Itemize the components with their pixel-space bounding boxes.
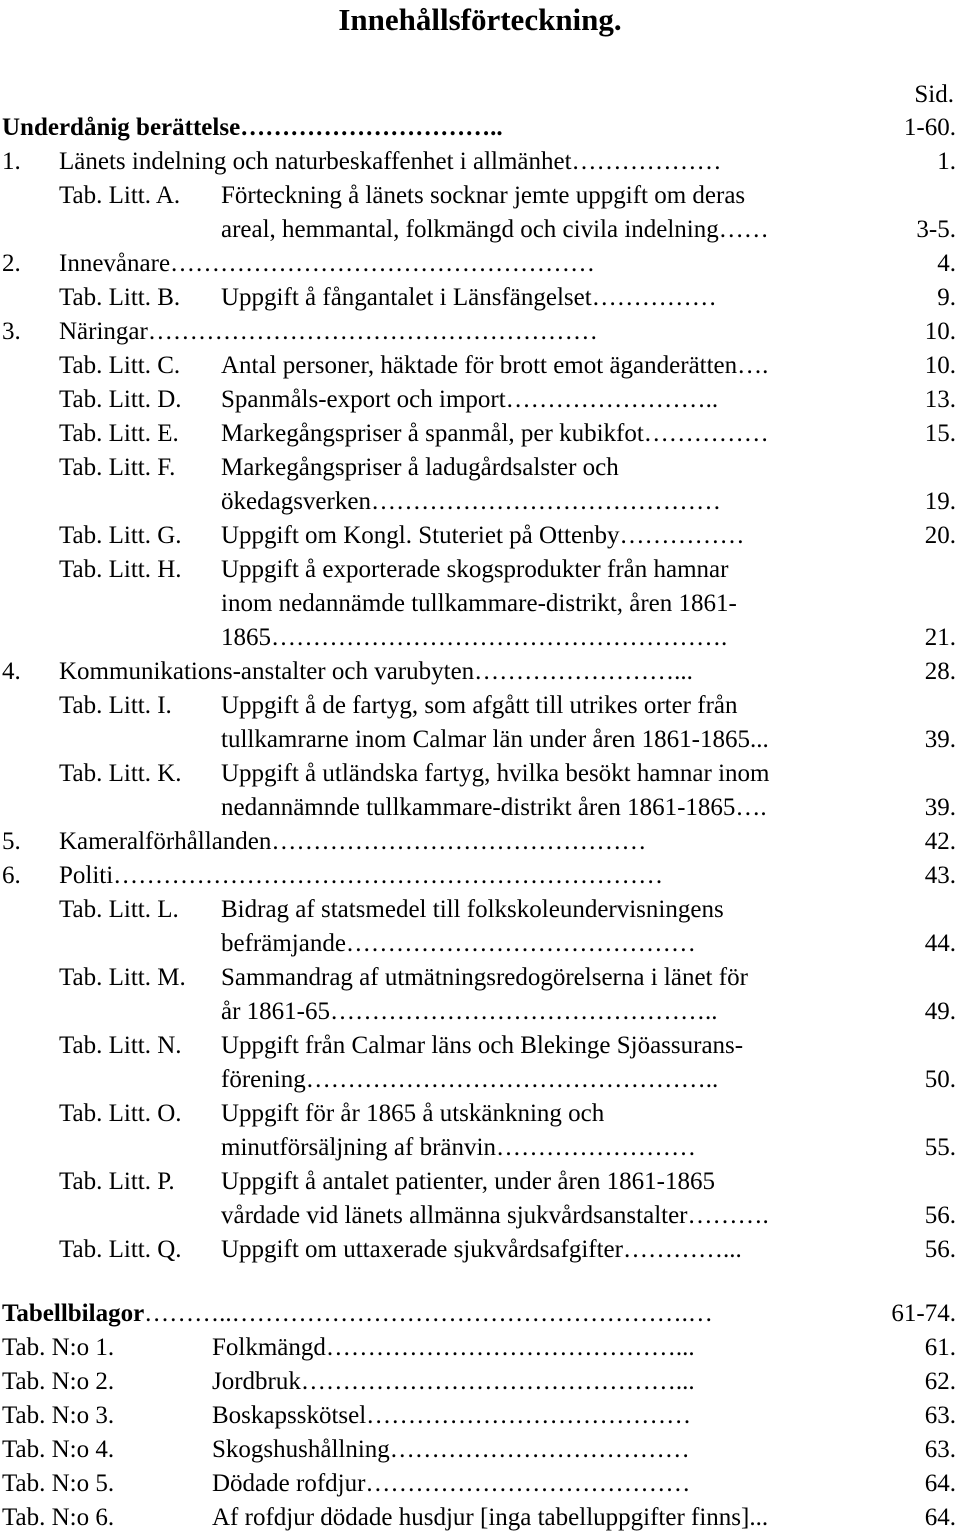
page-number: 1. <box>937 148 956 175</box>
page-number: 56. <box>924 1202 956 1229</box>
toc-entry-text-continued: tullkamrarne inom Calmar län under åren 1861-1865... <box>221 726 769 753</box>
toc-entry <box>2 1199 956 1233</box>
page-number: 42. <box>924 828 956 855</box>
table-reference: Tab. Litt. D. <box>59 386 182 413</box>
toc-entry-text: Uppgift å antalet patienter, under åren 1861-1865 <box>221 1168 715 1195</box>
toc-entry <box>2 1365 956 1399</box>
toc-entry-text-continued: minutförsäljning af bränvin…………………… <box>221 1134 696 1161</box>
toc-entry-text: Bidrag af statsmedel till folkskoleundervisningens <box>221 896 724 923</box>
section-number: 3. <box>2 318 21 345</box>
toc-entry <box>2 417 956 451</box>
page-number: 43. <box>924 862 956 889</box>
table-reference: Tab. Litt. H. <box>59 556 182 583</box>
page-column-header: Sid. <box>914 81 954 108</box>
toc-entry-text-continued: nedannämnde tullkammare-distrikt åren 1861-1865…. <box>221 794 767 821</box>
toc-entry-text: Uppgift å de fartyg, som afgått till utrikes orter från <box>221 692 738 719</box>
toc-entry <box>2 383 956 417</box>
toc-entry-text: Markegångspriser å spanmål, per kubikfot…………… <box>221 420 769 447</box>
page-number: 50. <box>924 1066 956 1093</box>
toc-entry-text: Markegångspriser å ladugårdsalster och <box>221 454 619 481</box>
page-number: 64. <box>924 1470 956 1497</box>
toc-entry-text: Uppgift å utländska fartyg, hvilka besökt hamnar inom <box>221 760 770 787</box>
page-number: 56. <box>924 1236 956 1263</box>
toc-entry-text: Politi………………………………………………………… <box>59 862 664 889</box>
toc-entry-text: Antal personer, häktade för brott emot äganderätten…. <box>221 352 769 379</box>
toc-entry-text-continued: år 1861-65……………………………………….. <box>221 998 718 1025</box>
toc-entry-text: Af rofdjur dödade husdjur [inga tabelluppgifter finns]... <box>212 1504 769 1531</box>
table-reference: Tab. Litt. M. <box>59 964 186 991</box>
toc-entry-text: Boskapsskötsel………………………………… <box>212 1402 692 1429</box>
toc-entry <box>2 1029 956 1063</box>
toc-entry-text: Uppgift å fångantalet i Länsfängelset…………… <box>221 284 717 311</box>
page-number: 63. <box>924 1436 956 1463</box>
toc-entry <box>2 689 956 723</box>
page-number: 10. <box>924 352 956 379</box>
toc-entry <box>2 927 956 961</box>
toc-entry <box>2 1233 956 1267</box>
toc-entry <box>2 519 956 553</box>
section-number: 2. <box>2 250 21 277</box>
toc-entry <box>2 995 956 1029</box>
toc-entry <box>2 1399 956 1433</box>
page-number: 28. <box>924 658 956 685</box>
toc-entry-text: Kommunikations-anstalter och varubyten……………………... <box>59 658 693 685</box>
table-reference: Tab. Litt. E. <box>59 420 179 447</box>
toc-entry-text: Dödade rofdjur………………………………… <box>212 1470 691 1497</box>
toc-entry <box>2 349 956 383</box>
toc-entry-text: Folkmängd……………………………………... <box>212 1334 695 1361</box>
page-number: 19. <box>924 488 956 515</box>
toc-entry-text: Sammandrag af utmätningsredogörelserna i länet för <box>221 964 748 991</box>
toc-entry-text-continued: förening………………………………………….. <box>221 1066 719 1093</box>
table-reference: Tab. Litt. O. <box>59 1100 182 1127</box>
toc-entry-text-continued: befrämjande…………………………………… <box>221 930 696 957</box>
page-number: 20. <box>924 522 956 549</box>
table-reference: Tab. Litt. K. <box>59 760 182 787</box>
table-reference: Tab. Litt. C. <box>59 352 181 379</box>
section-number: 4. <box>2 658 21 685</box>
page-number: 9. <box>937 284 956 311</box>
toc-entry <box>2 655 956 689</box>
table-of-contents <box>2 111 956 1535</box>
table-reference: Tab. N:o 6. <box>2 1504 115 1531</box>
page-number: 15. <box>924 420 956 447</box>
page-number: 63. <box>924 1402 956 1429</box>
toc-entry <box>2 485 956 519</box>
toc-entry <box>2 553 956 587</box>
section-number: 6. <box>2 862 21 889</box>
toc-entry-text: Jordbruk………………………………………... <box>212 1368 695 1395</box>
page-number: 10. <box>924 318 956 345</box>
table-reference: Tab. Litt. F. <box>59 454 176 481</box>
page-title: Innehållsförteckning. <box>338 2 622 37</box>
page-number: 4. <box>937 250 956 277</box>
page-number: 64. <box>924 1504 956 1531</box>
table-reference: Tab. Litt. G. <box>59 522 182 549</box>
toc-entry <box>2 621 956 655</box>
page-number: 39. <box>924 726 956 753</box>
toc-entry <box>2 1097 956 1131</box>
toc-entry <box>2 791 956 825</box>
table-reference: Tab. Litt. P. <box>59 1168 175 1195</box>
toc-entry <box>2 179 956 213</box>
toc-entry-text-continued: ökedagsverken…………………………………… <box>221 488 721 515</box>
toc-entry-text-continued: vårdade vid länets allmänna sjukvårdsanstalter………. <box>221 1202 769 1229</box>
page-number: 3-5. <box>916 216 956 243</box>
table-reference: Tab. N:o 4. <box>2 1436 115 1463</box>
toc-entry-text: Underdånig berättelse………………………….. <box>2 114 503 141</box>
page-number: 62. <box>924 1368 956 1395</box>
leader-dots: ………..……………………………………………….… <box>144 1300 713 1327</box>
section-number: 5. <box>2 828 21 855</box>
toc-entry <box>2 1131 956 1165</box>
toc-entry-text: Innevånare…………………………………………… <box>59 250 596 277</box>
page-number: 1-60. <box>903 114 956 141</box>
toc-entry <box>2 213 956 247</box>
page-number: 44. <box>924 930 956 957</box>
page-number: 61-74. <box>891 1300 956 1327</box>
toc-entry-text: Uppgift om Kongl. Stuteriet på Ottenby…………… <box>221 522 745 549</box>
toc-entry-text: Uppgift för år 1865 å utskänkning och <box>221 1100 605 1127</box>
appendix-heading-label: Tabellbilagor <box>2 1300 145 1327</box>
toc-entry <box>2 825 956 859</box>
toc-entry <box>2 247 956 281</box>
toc-entry <box>2 961 956 995</box>
toc-entry <box>2 1297 956 1331</box>
toc-entry <box>2 1165 956 1199</box>
table-reference: Tab. Litt. Q. <box>59 1236 182 1263</box>
toc-entry <box>2 757 956 791</box>
toc-entry-text-continued: areal, hemmantal, folkmängd och civila indelning…… <box>221 216 769 243</box>
table-reference: Tab. Litt. B. <box>59 284 181 311</box>
toc-entry-text-continued: inom nedannämde tullkammare-distrikt, åren 1861- <box>221 590 737 617</box>
page-number: 39. <box>924 794 956 821</box>
toc-entry <box>2 587 956 621</box>
table-reference: Tab. Litt. I. <box>59 692 172 719</box>
toc-entry-text: Länets indelning och naturbeskaffenhet i allmänhet……………… <box>59 148 722 175</box>
toc-entry <box>2 1433 956 1467</box>
page-number: 13. <box>924 386 956 413</box>
toc-entry <box>2 1467 956 1501</box>
toc-entry <box>2 315 956 349</box>
table-reference: Tab. Litt. N. <box>59 1032 182 1059</box>
table-reference: Tab. Litt. L. <box>59 896 179 923</box>
section-number: 1. <box>2 148 21 175</box>
toc-entry-text: Kameralförhållanden……………………………………… <box>59 828 647 855</box>
table-reference: Tab. N:o 5. <box>2 1470 115 1497</box>
page-number: 49. <box>924 998 956 1025</box>
toc-entry <box>2 1501 956 1535</box>
table-reference: Tab. Litt. A. <box>59 182 181 209</box>
toc-entry-text: Näringar……………………………………………… <box>59 318 598 345</box>
toc-entry-text: Förteckning å länets socknar jemte uppgift om deras <box>221 182 746 209</box>
toc-entry <box>2 723 956 757</box>
page-number: 55. <box>924 1134 956 1161</box>
toc-entry <box>2 145 956 179</box>
toc-entry <box>2 451 956 485</box>
toc-entry <box>2 859 956 893</box>
toc-entry <box>2 281 956 315</box>
toc-entry-text-continued: 1865………………………………………………. <box>221 624 728 651</box>
table-reference: Tab. N:o 2. <box>2 1368 115 1395</box>
toc-entry <box>2 893 956 927</box>
table-reference: Tab. N:o 3. <box>2 1402 115 1429</box>
toc-entry-text: Skogshushållning……………………………… <box>212 1436 690 1463</box>
page-number: 21. <box>924 624 956 651</box>
toc-entry-text: Spanmåls-export och import…………………….. <box>221 386 719 413</box>
toc-entry <box>2 1331 956 1365</box>
toc-entry-text: Uppgift från Calmar läns och Blekinge Sjöassurans- <box>221 1032 744 1059</box>
appendix-heading <box>2 1297 713 1331</box>
toc-entry-text: Uppgift om uttaxerade sjukvårdsafgifter…………... <box>221 1236 742 1263</box>
page-number: 61. <box>924 1334 956 1361</box>
table-reference: Tab. N:o 1. <box>2 1334 115 1361</box>
toc-entry <box>2 111 956 145</box>
toc-entry-text: Uppgift å exporterade skogsprodukter från hamnar <box>221 556 729 583</box>
toc-entry <box>2 1063 956 1097</box>
